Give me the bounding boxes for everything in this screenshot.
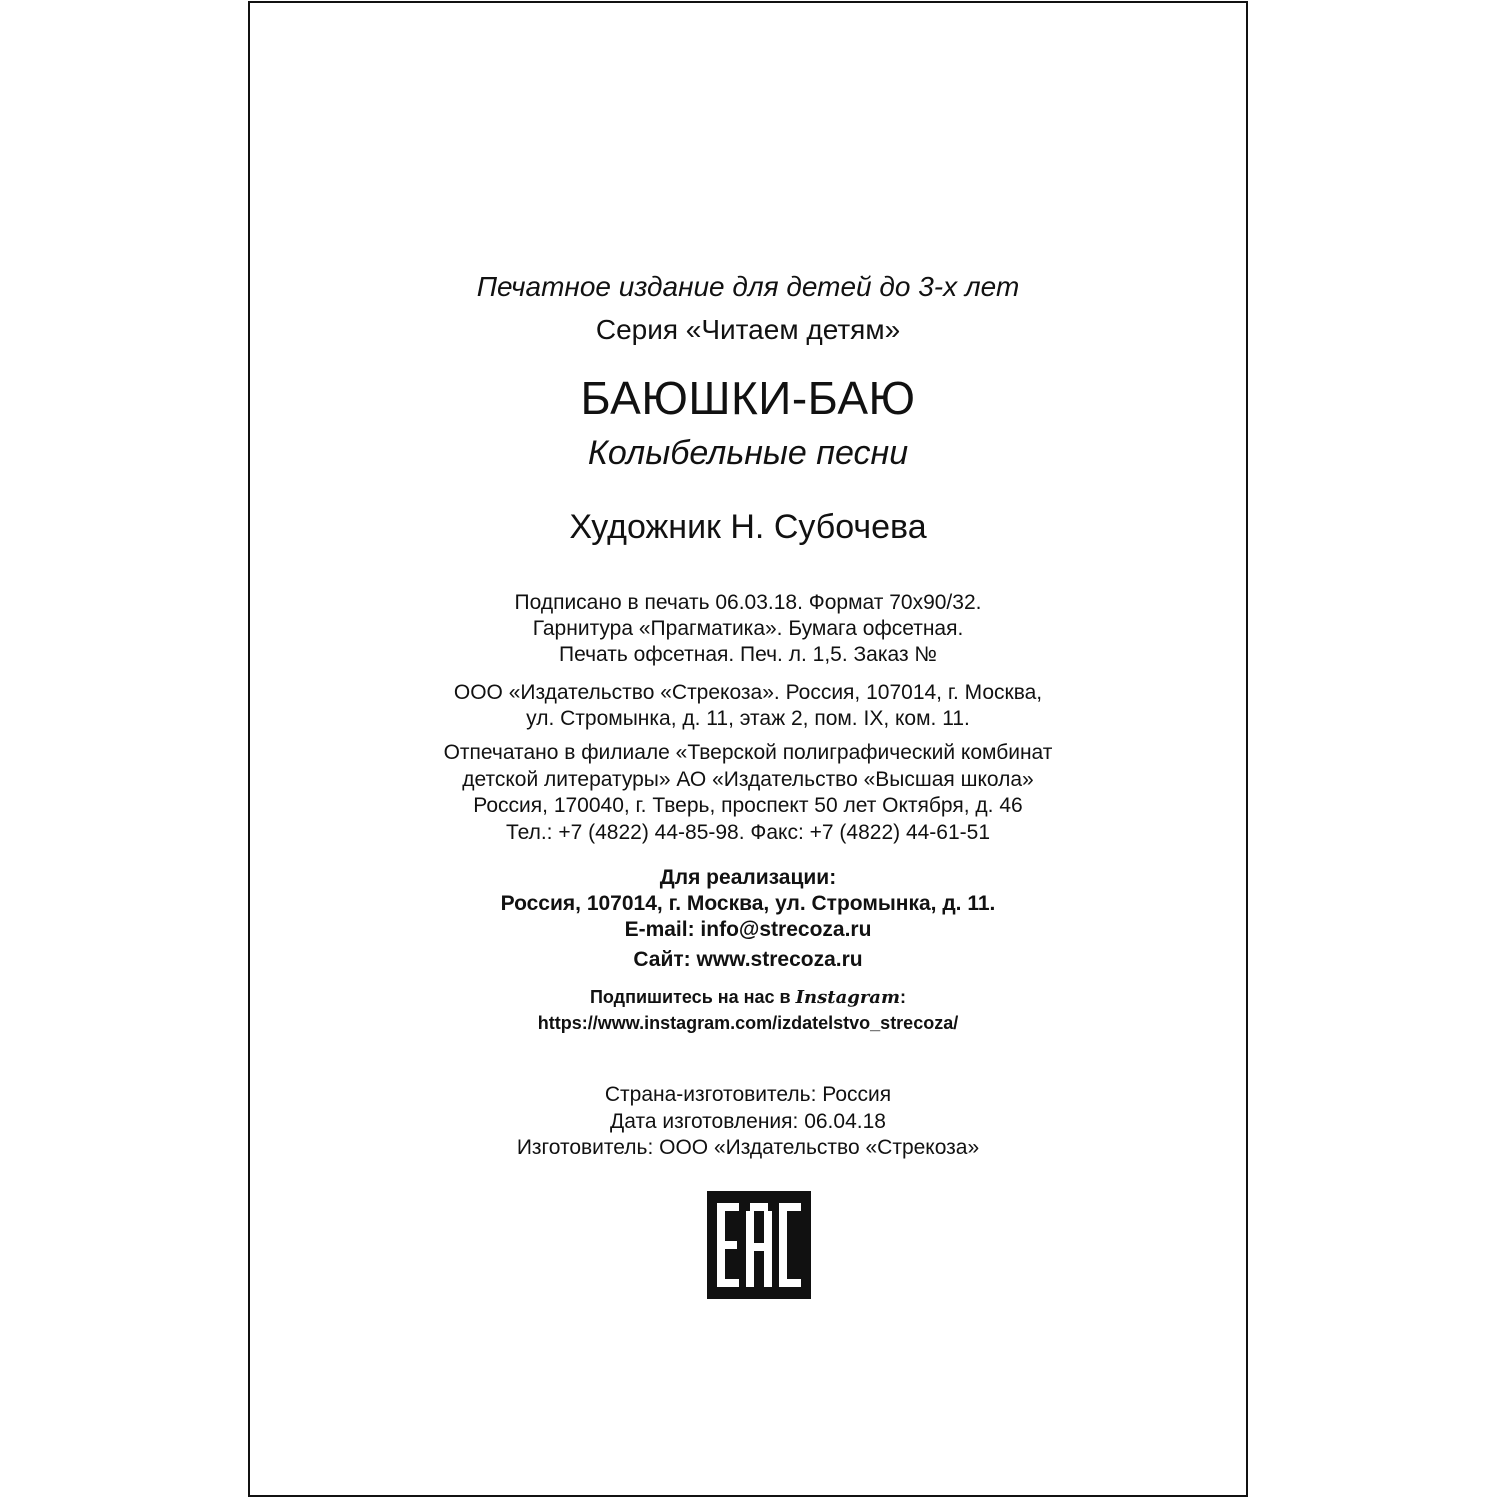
printer-line: Россия, 170040, г. Тверь, проспект 50 лет Октября, д. 46 — [473, 794, 1023, 817]
eac-mark-glyph — [707, 1191, 811, 1299]
series-line: Серия «Читаем детям» — [595, 314, 901, 345]
eac-mark-icon — [707, 1191, 811, 1299]
manufacturer-country: Страна-изготовитель: Россия — [604, 1083, 892, 1106]
book-imprint-page — [248, 1, 1248, 1497]
instagram-suffix: : — [900, 987, 907, 1007]
sales-site[interactable]: Сайт: www.strecoza.ru — [633, 948, 863, 971]
instagram-wordmark: Instagram — [795, 987, 901, 1008]
instagram-invite — [250, 985, 1246, 1010]
manufacturer-name: Изготовитель: ООО «Издательство «Стрекоза» — [516, 1136, 980, 1159]
sales-email[interactable]: E-mail: info@strecoza.ru — [624, 918, 872, 941]
imprint-line: Гарнитура «Прагматика». Бумага офсетная. — [532, 617, 964, 640]
imprint-line: Подписано в печать 06.03.18. Формат 70х90/32. — [514, 591, 982, 614]
instagram-url[interactable]: https://www.instagram.com/izdatelstvo_strecoza/ — [537, 1013, 959, 1033]
sales-address: Россия, 107014, г. Москва, ул. Стромынка, д. 11. — [500, 892, 996, 915]
imprint-line: Печать офсетная. Печ. л. 1,5. Заказ № — [559, 643, 937, 666]
book-subtitle: Колыбельные песни — [587, 434, 909, 472]
instagram-prefix: Подпишитесь на нас в — [589, 987, 796, 1007]
sales-heading: Для реализации: — [659, 866, 837, 889]
publisher-line: ул. Стромынка, д. 11, этаж 2, пом. IX, ком. 11. — [526, 707, 970, 730]
book-title: БАЮШКИ-БАЮ — [580, 372, 916, 424]
publisher-line: ООО «Издательство «Стрекоза». Россия, 107014, г. Москва, — [453, 681, 1043, 704]
printer-contacts: Тел.: +7 (4822) 44-85-98. Факс: +7 (4822) 44-61-51 — [505, 821, 991, 844]
printer-line: детской литературы» АО «Издательство «Высшая школа» — [462, 768, 1034, 791]
printer-line: Отпечатано в филиале «Тверской полиграфический комбинат — [443, 741, 1053, 764]
manufacture-date: Дата изготовления: 06.04.18 — [610, 1110, 886, 1133]
age-note: Печатное издание для детей до 3-х лет — [476, 271, 1020, 302]
artist-credit: Художник Н. Субочева — [569, 508, 927, 546]
